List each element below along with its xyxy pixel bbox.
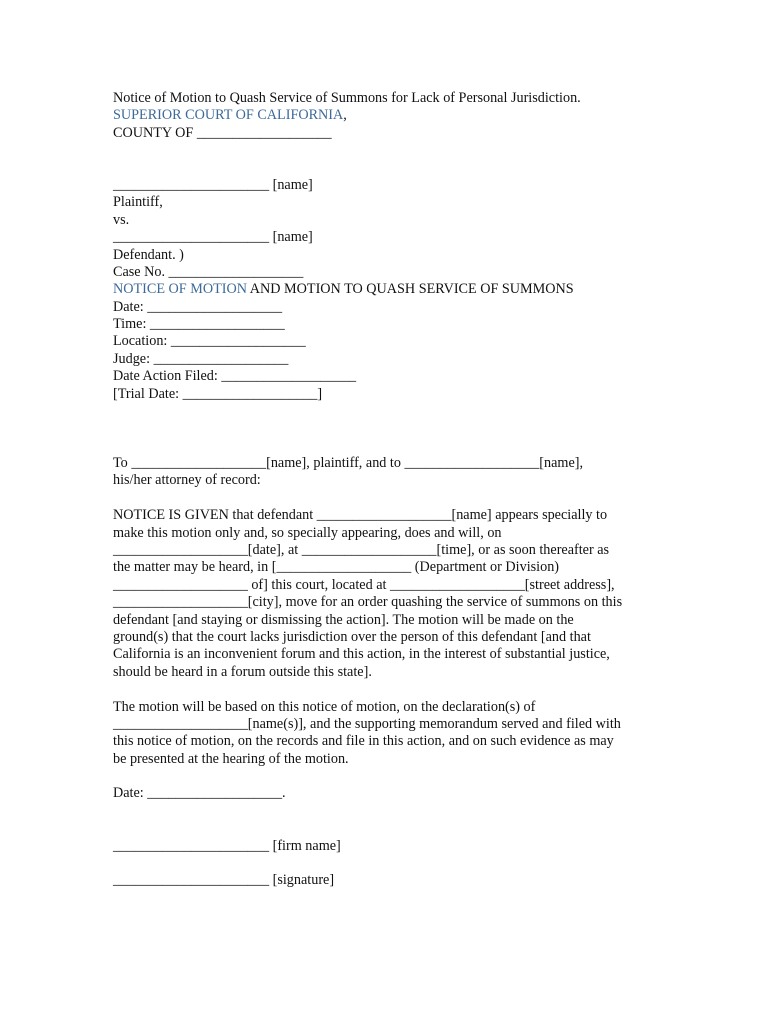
- hearing-date: Date: ___________________: [113, 298, 283, 315]
- hearing-location: Location: ___________________: [113, 333, 306, 350]
- caption-line: [113, 281, 673, 298]
- signature-line: ______________________ [signature]: [113, 872, 335, 889]
- notice-of-motion-link[interactable]: NOTICE OF MOTION: [113, 281, 247, 298]
- paragraph-line: defendant [and staying or dismissing the action]. The motion will be made on the: [113, 611, 574, 628]
- firm-name-line: ______________________ [firm name]: [113, 837, 341, 854]
- case-number-line: Case No. ___________________: [113, 263, 304, 280]
- hearing-time: Time: ___________________: [113, 316, 285, 333]
- paragraph-line: this notice of motion, on the records and file in this action, and on such evidence as may: [113, 733, 614, 750]
- paragraph-line: ___________________ of] this court, located at ___________________[street address],: [113, 576, 615, 593]
- versus-label: vs.: [113, 211, 130, 228]
- court-name-link[interactable]: SUPERIOR COURT OF CALIFORNIA: [113, 107, 344, 124]
- date-action-filed: Date Action Filed: ___________________: [113, 368, 357, 385]
- paragraph-line: should be heard in a forum outside this state].: [113, 663, 372, 680]
- court-name-comma: ,: [343, 107, 347, 124]
- spacer: [113, 803, 673, 838]
- plaintiff-label: Plaintiff,: [113, 194, 163, 211]
- spacer: [113, 768, 673, 785]
- defendant-name-line: ______________________ [name]: [113, 229, 313, 246]
- defendant-label: Defendant. ): [113, 246, 184, 263]
- document-page: [113, 90, 673, 890]
- paragraph-line: ___________________[date], at ___________________[time], or as soon thereafter as: [113, 542, 610, 558]
- paragraph-line: NOTICE IS GIVEN that defendant ___________________[name] appears specially to: [113, 507, 608, 524]
- paragraph-line: ___________________[name(s)], and the supporting memorandum served and filed with: [113, 715, 621, 732]
- paragraph-line: the matter may be heard, in [___________________ (Department or Division): [113, 559, 560, 576]
- trial-date: [Trial Date: ___________________]: [113, 385, 323, 402]
- paragraph-line: ___________________[city], move for an order quashing the service of summons on this: [113, 594, 623, 611]
- caption-rest: AND MOTION TO QUASH SERVICE OF SUMMONS: [247, 281, 574, 298]
- signature-date-line: Date: ___________________.: [113, 785, 286, 802]
- hearing-judge: Judge: ___________________: [113, 350, 289, 367]
- spacer: [113, 403, 673, 455]
- to-line-1: To ___________________[name], plaintiff, and to ___________________[name],: [113, 455, 584, 472]
- spacer: [113, 681, 673, 698]
- paragraph-line: be presented at the hearing of the motion.: [113, 750, 349, 767]
- court-name-line: [113, 107, 673, 124]
- to-line-2: his/her attorney of record:: [113, 472, 261, 489]
- notice-paragraph: [113, 507, 673, 681]
- spacer: [113, 490, 673, 507]
- spacer: [113, 855, 673, 872]
- paragraph-line: California is an inconvenient forum and this action, in the interest of substantial justice,: [113, 646, 610, 663]
- paragraph-line: The motion will be based on this notice of motion, on the declaration(s) of: [113, 698, 536, 715]
- paragraph-line: make this motion only and, so specially appearing, does and will, on: [113, 524, 502, 541]
- spacer: [113, 142, 673, 177]
- document-title: Notice of Motion to Quash Service of Summons for Lack of Personal Jurisdiction.: [113, 90, 581, 106]
- county-line: COUNTY OF ___________________: [113, 124, 332, 141]
- plaintiff-name-line: ______________________ [name]: [113, 176, 313, 193]
- paragraph-line: ground(s) that the court lacks jurisdiction over the person of this defendant [and that: [113, 628, 591, 645]
- basis-paragraph: [113, 699, 673, 769]
